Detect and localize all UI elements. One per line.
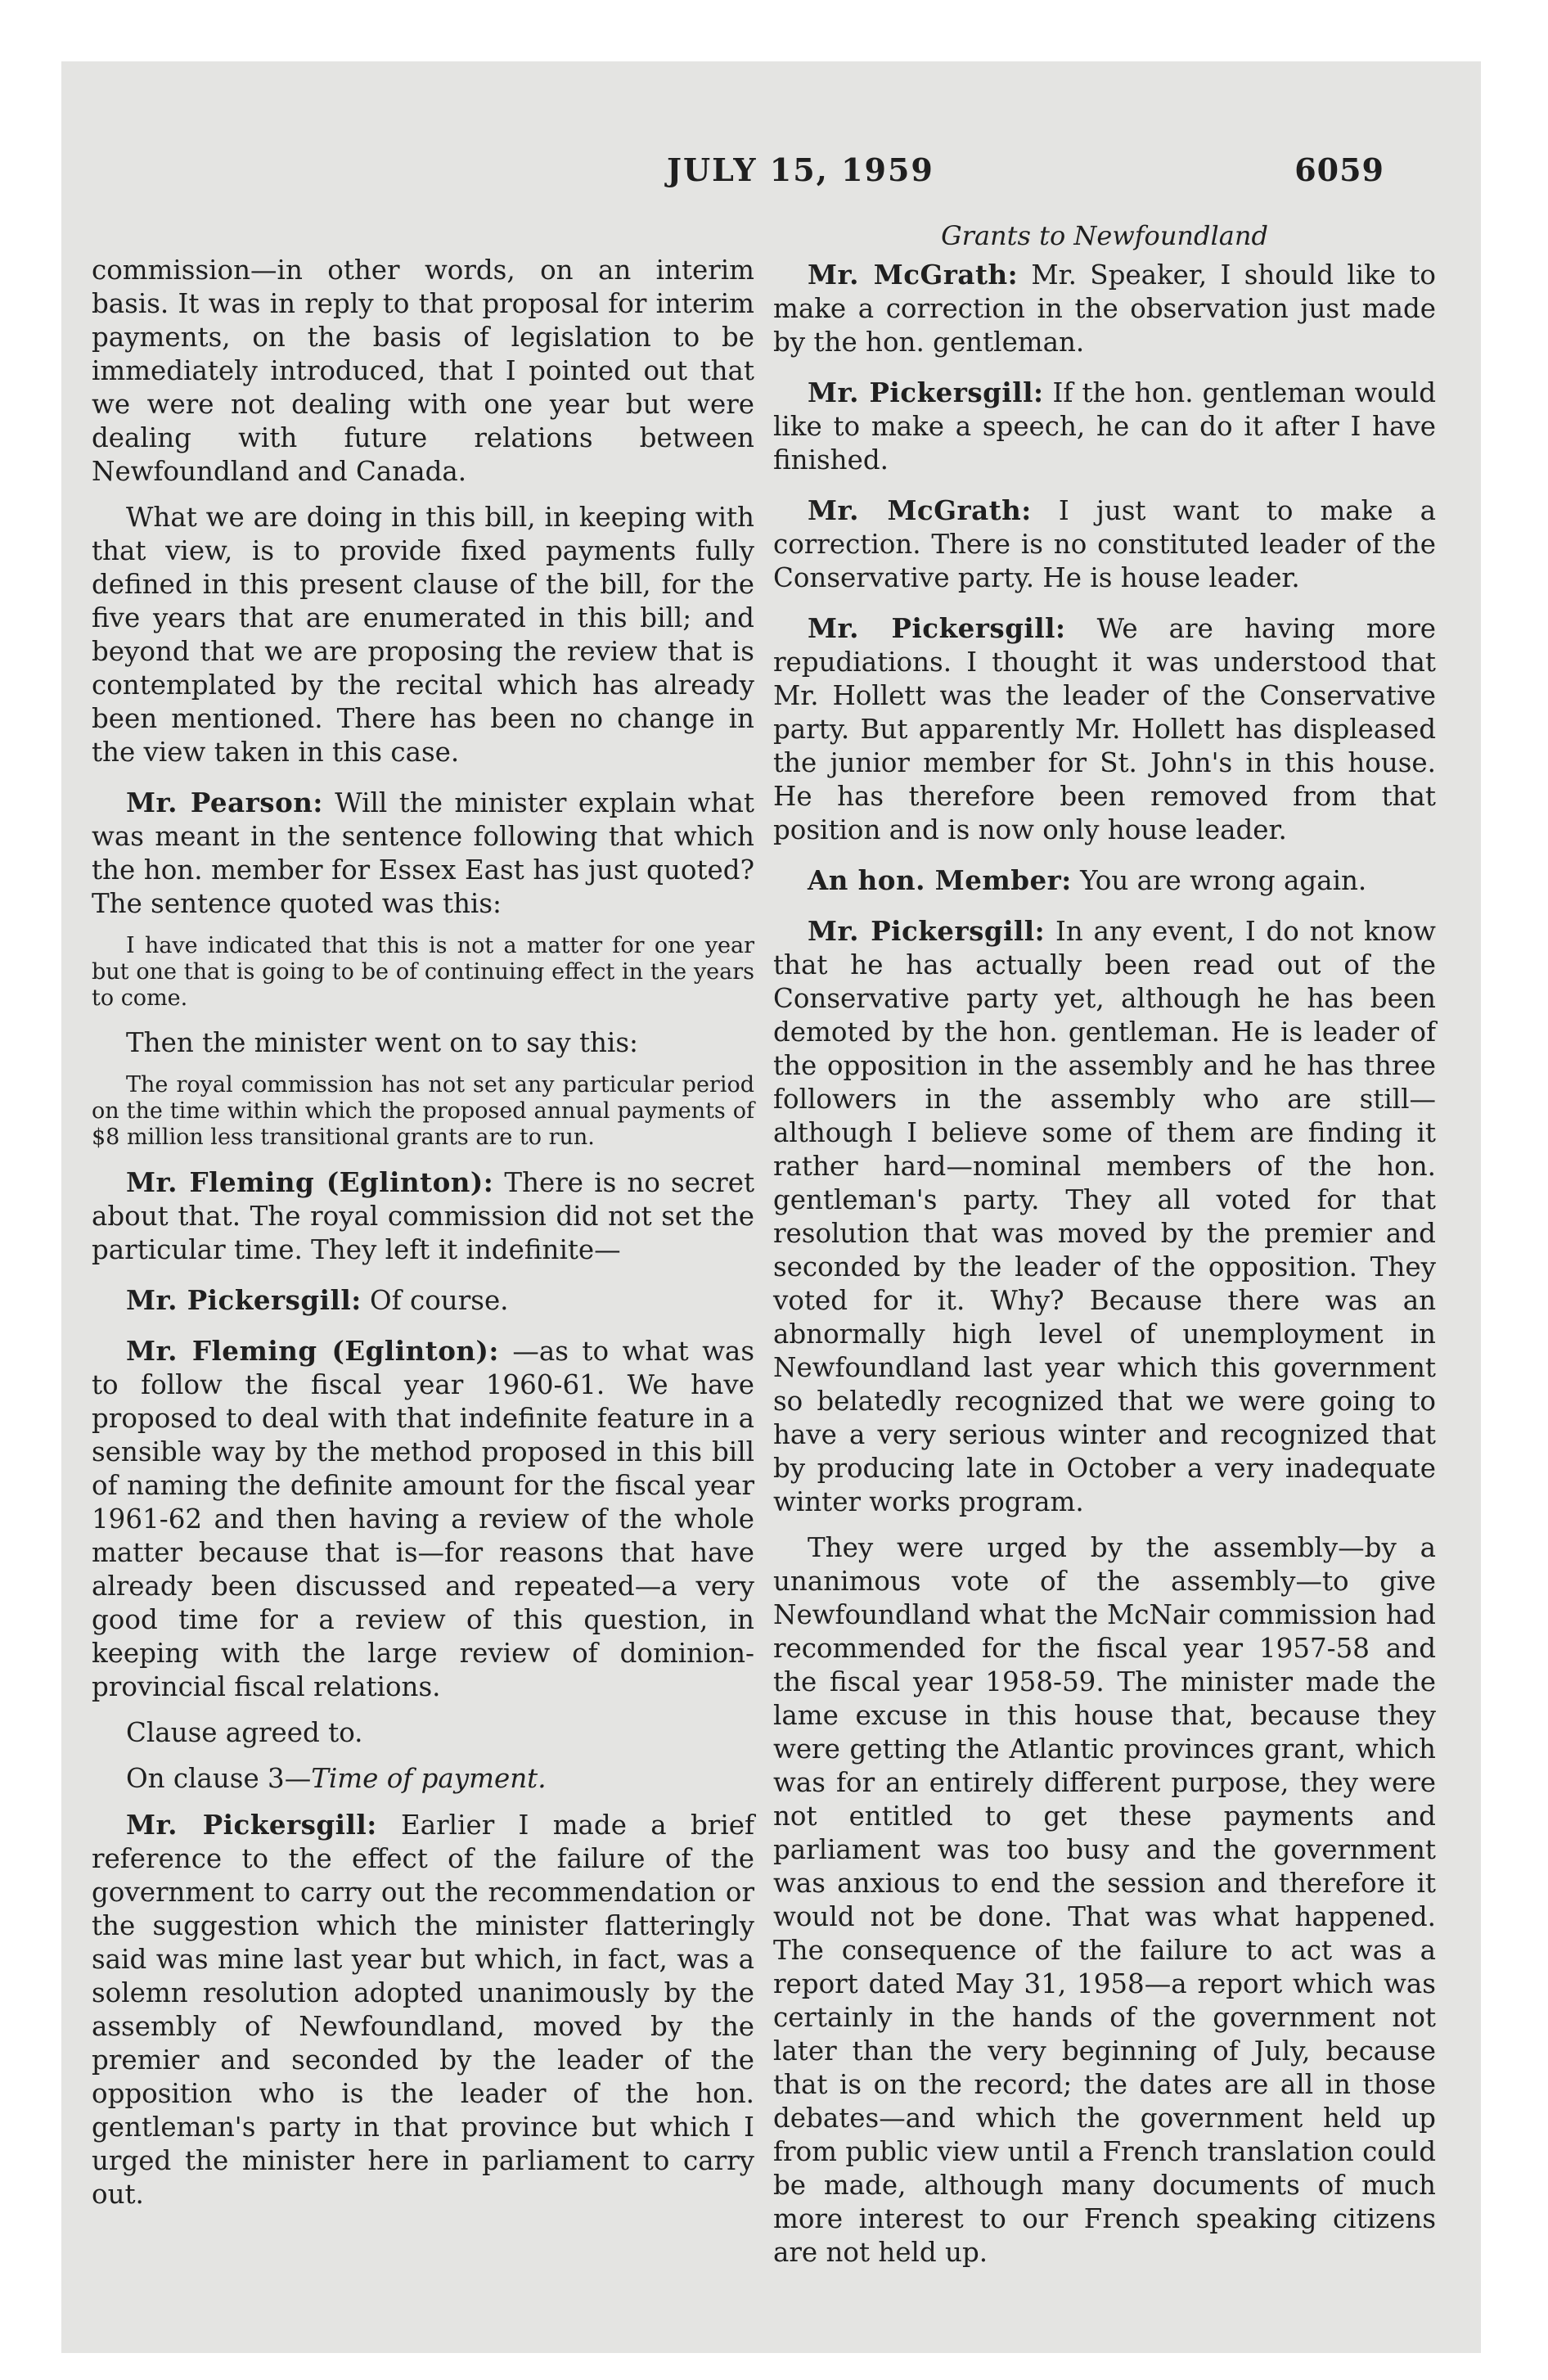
speech-text: Earlier I made a brief reference to the effect of the failure of the government to carry out the recommendation or the suggestion which the minister flatteringly said was mine last year but which, in fact, was a solemn resolution adopted unanimously by the assembly of Newfoundland, moved by the premier and seconded by the leader of the opposition who is the leader of the hon. gentleman's party in that province but which I urged the minister here in parliament to carry out. bbox=[92, 1810, 754, 2210]
speech-pearson bbox=[92, 786, 754, 921]
speech-text: We are having more repudiations. I thought it was understood that Mr. Hollett was the leader of the Conservative party. But apparently Mr. Hollett has displeased the junior member for St. John's in this house. He has therefore been removed from that position and is now only house leader. bbox=[773, 613, 1436, 845]
speaker-name: Mr. Pearson: bbox=[126, 787, 323, 818]
page-number: 6059 bbox=[1294, 151, 1384, 188]
speaker-name: Mr. Pickersgill: bbox=[808, 376, 1044, 408]
page-header bbox=[61, 151, 1481, 201]
speech-pickersgill bbox=[773, 611, 1436, 847]
speech-text: Will the minister explain what was meant in the sentence following that which the hon. member for Essex East has just quoted? The sentence quoted was this: bbox=[92, 787, 754, 919]
clause-heading bbox=[92, 1762, 754, 1796]
speaker-name: Mr. Pickersgill: bbox=[126, 1809, 377, 1841]
speech-text: If the hon. gentleman would like to make a speech, he can do it after I have finished. bbox=[773, 377, 1436, 476]
speech-fleming bbox=[92, 1165, 754, 1267]
speech-text: There is no secret about that. The royal commission did not set the particular time. They left it indefinite— bbox=[92, 1167, 755, 1265]
header-date: JULY 15, 1959 bbox=[667, 151, 934, 188]
speech-pickersgill bbox=[773, 914, 1436, 1519]
clause-lead: On clause 3— bbox=[126, 1763, 312, 1794]
speaker-name: Mr. McGrath: bbox=[808, 494, 1032, 526]
paragraph: commission—in other words, on an interim basis. It was in reply to that proposal for interim payments, on the basis of legislation to be immediately introduced, that I pointed out that we were not dealing with one year but were dealing with future relations between Newfoundland and Canada. bbox=[92, 255, 754, 487]
paragraph: What we are doing in this bill, in keeping with that view, is to provide fixed payments fully defined in this present clause of the bill, for the five years that are enumerated in this bill; and beyond that we are proposing the review that is contemplated by the recital which has already been mentioned. There has been no change in the view taken in this case. bbox=[92, 502, 754, 768]
running-title: Grants to Newfoundland bbox=[941, 220, 1268, 251]
speech-text: In any event, I do not know that he has actually been read out of the Conservative party yet, although he has been demoted by the hon. gentleman. He is leader of the opposition in the assembly and he has three followers in the assembly who are still—although I believe some of them are finding it rather hard—nominal members of the hon. gentleman's party. They all voted for that resolution that was moved by the premier and seconded by the leader of the opposition. They voted for it. Why? Because there was an abnormally high level of unemployment in Newfoundland last year which this government so belatedly recognized that we were going to have a very serious winter and recognized that by producing late in October a very inadequate winter works program. bbox=[773, 916, 1436, 1517]
clause-title: Time of payment. bbox=[311, 1763, 547, 1794]
speaker-name: Mr. Pickersgill: bbox=[126, 1284, 362, 1316]
paragraph: Clause agreed to. bbox=[126, 1717, 363, 1748]
speech-pickersgill bbox=[773, 376, 1436, 477]
speech-mcgrath bbox=[773, 494, 1436, 595]
speech-text: You are wrong again. bbox=[1071, 865, 1367, 896]
speaker-name: An hon. Member: bbox=[808, 864, 1072, 896]
speaker-name: Mr. Pickersgill: bbox=[808, 612, 1066, 644]
speech-mcgrath bbox=[773, 258, 1436, 359]
paragraph: They were urged by the assembly—by a unanimous vote of the assembly—to give Newfoundland what the McNair commission had recommended for the fiscal year 1957-58 and the fiscal year 1958-59. The minister made the lame excuse in this house that, because they were getting the Atlantic provinces grant, which was for an entirely different purpose, they were not entitled to get these payments and parliament was too busy and the government was anxious to end the session and therefore it would not be done. That was what happened. The consequence of the failure to act was a report dated May 31, 1958—a report which was certainly in the hands of the government not later than the very beginning of July, because that is on the record; the dates are all in those debates—and which the government held up from public view until a French translation could be made, although many documents of much more interest to our French speaking citizens are not held up. bbox=[773, 1532, 1436, 2268]
right-column bbox=[773, 219, 1436, 2282]
speech-pickersgill bbox=[92, 1808, 754, 2211]
speech-text: Mr. Speaker, I should like to make a correction in the observation just made by the hon. gentleman. bbox=[773, 259, 1436, 358]
block-quote: I have indicated that this is not a matter for one year but one that is going to be of continuing effect in the years to come. bbox=[92, 933, 754, 1011]
speaker-name: Mr. McGrath: bbox=[808, 259, 1019, 291]
left-column bbox=[92, 254, 754, 2224]
speech-fleming bbox=[92, 1334, 754, 1704]
speech-pickersgill bbox=[92, 1283, 754, 1318]
speech-text: —as to what was to follow the fiscal year 1960-61. We have proposed to deal with that indefinite feature in a sensible way by the method proposed in this bill of naming the definite amount for the fiscal year 1961-62 and then having a review of the whole matter because that is—for reasons that have already been discussed and repeated—a very good time for a review of this question, in keeping with the large review of dominion-provincial fiscal relations. bbox=[92, 1336, 754, 1702]
speech-text: Of course. bbox=[361, 1285, 509, 1316]
speaker-name: Mr. Fleming (Eglinton): bbox=[126, 1166, 494, 1198]
speaker-name: Mr. Pickersgill: bbox=[808, 915, 1046, 947]
speech-text: I just want to make a correction. There is no constituted leader of the Conservative party. He is house leader. bbox=[773, 495, 1436, 593]
block-quote: The royal commission has not set any particular period on the time within which the proposed annual payments of $8 million less transitional grants are to run. bbox=[92, 1072, 754, 1150]
page bbox=[61, 61, 1481, 2353]
speaker-name: Mr. Fleming (Eglinton): bbox=[126, 1335, 499, 1367]
paragraph: Then the minister went on to say this: bbox=[126, 1027, 638, 1058]
speech-member bbox=[773, 863, 1436, 898]
